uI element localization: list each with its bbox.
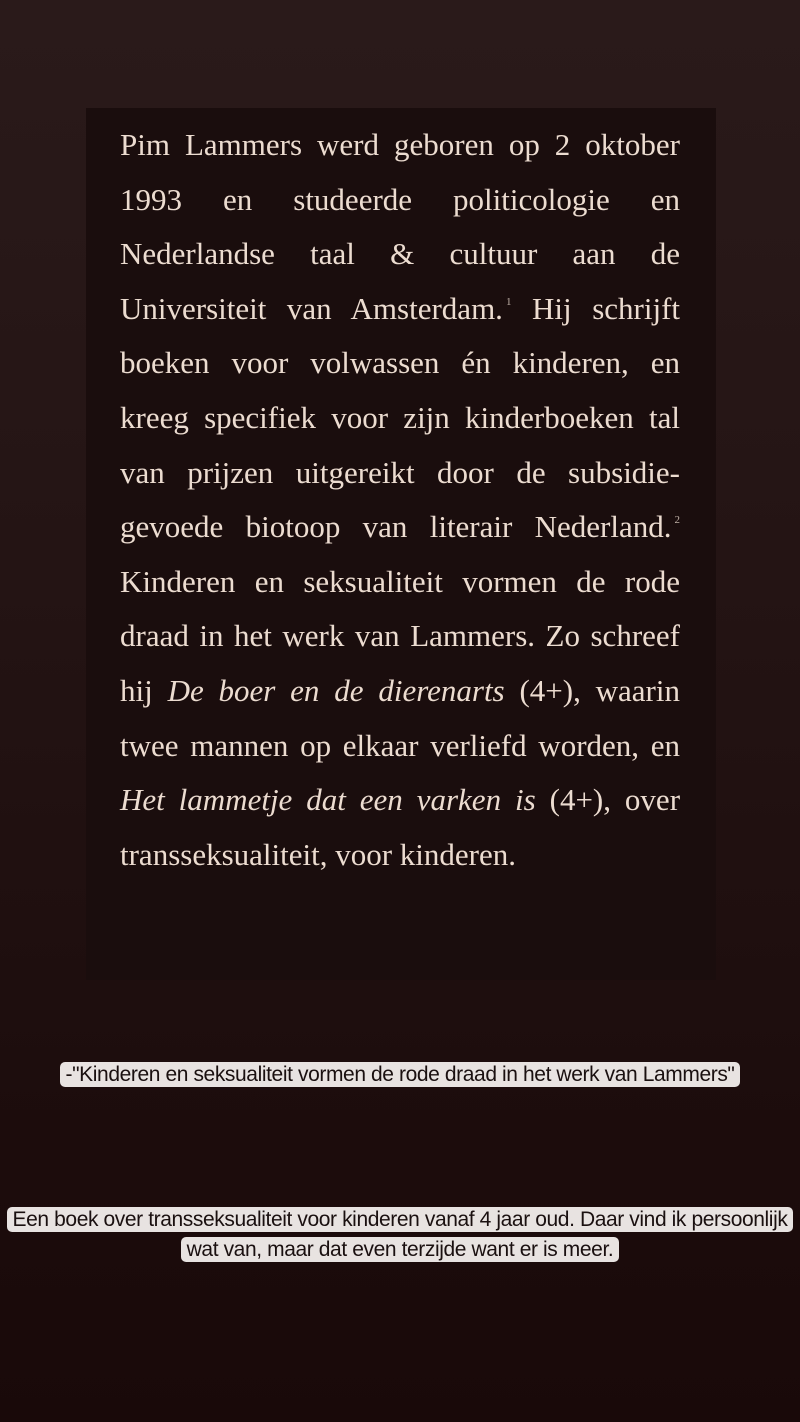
paragraph-lammetje-desc: (4+), over transseksualiteit, voor kinderen. — [120, 782, 681, 872]
quote-caption-text: -"Kinderen en seksualiteit vormen de rode draad in het werk van Lammers" — [60, 1062, 741, 1087]
book-page-photo — [86, 108, 716, 980]
quote-caption — [0, 1060, 800, 1090]
book-paragraph — [120, 118, 680, 882]
paragraph-boer-desc: (4+), waarin twee mannen op elkaar verliefd worden, en — [120, 672, 680, 763]
footnote-marker-2: 2 — [674, 514, 680, 527]
paragraph-theme: Kinderen en seksualiteit vormen de rode draad in het werk van Lammers. Zo schreef hij — [120, 563, 680, 708]
book-title-lammetje: Het lammetje dat een varken is — [120, 782, 536, 818]
footnote-marker-1: 1 — [505, 295, 512, 308]
book-title-boer: De boer en de dierenarts — [167, 672, 505, 708]
paragraph-intro: Pim Lammers werd geboren op 2 oktober 1993 en studeerde politicologie en Nederlandse taal & cultuur aan de Universiteit van Amsterdam. — [120, 127, 680, 326]
paragraph-works: Hij schrijft boeken voor volwassen én kinderen, en kreeg specifiek voor zijn kinderboeken tal van prijzen uitgereikt door de subsidie-gevoede biotoop van literair Nederland. — [120, 290, 681, 545]
comment-caption-text: Een boek over transseksualiteit voor kinderen vanaf 4 jaar oud. Daar vind ik persoonlijk wat van, maar dat even terzijde want er is meer. — [7, 1207, 794, 1262]
comment-caption — [0, 1205, 800, 1265]
